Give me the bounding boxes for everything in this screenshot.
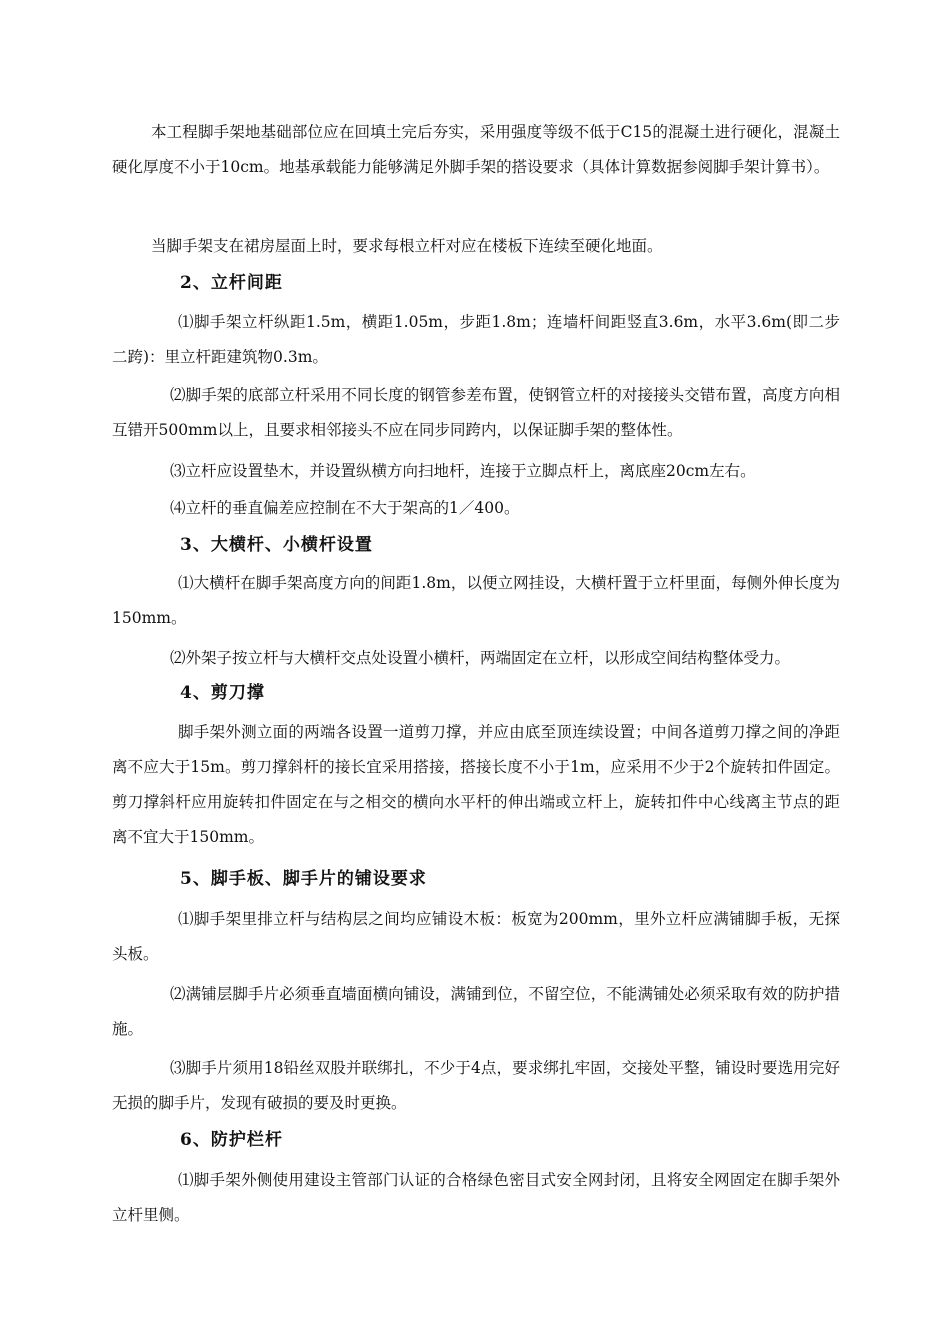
paragraph-podium-roof: 当脚手架支在裙房屋面上时，要求每根立杆对应在楼板下连续至硬化地面。: [151, 237, 663, 255]
heading-scaffold-boards: 5、脚手板、脚手片的铺设要求: [180, 869, 427, 889]
paragraph-pole-spacing-4: ⑷立杆的垂直偏差应控制在不大于架高的1／400。: [170, 499, 520, 517]
paragraph-boards-1: ⑴脚手架里排立杆与结构层之间均应铺设木板：板宽为200mm，里外立杆应满铺脚手板，无探头板。: [112, 910, 840, 963]
paragraph-ledger-1: ⑴大横杆在脚手架高度方向的间距1.8m，以便立网挂设，大横杆置于立杆里面，每侧外伸长度为150mm。: [112, 574, 840, 627]
paragraph-boards-3: ⑶脚手片须用18铅丝双股并联绑扎，不少于4点，要求绑扎牢固，交接处平整，铺设时要选用完好无损的脚手片，发现有破损的要及时更换。: [112, 1059, 840, 1112]
paragraph-cross-bracing: 脚手架外测立面的两端各设置一道剪刀撑，并应由底至顶连续设置；中间各道剪刀撑之间的净距离不应大于15m。剪刀撑斜杆的接长宜采用搭接，搭接长度不小于1m，应采用不少于2个旋转扣件固定。剪刀撑斜杆应用旋转扣件固定在与之相交的横向水平杆的伸出端或立杆上，旋转扣件中心线离主节点的距离不宜大于150mm。: [112, 723, 840, 846]
paragraph-boards-2: ⑵满铺层脚手片必须垂直墙面横向铺设，满铺到位，不留空位，不能满铺处必须采取有效的防护措施。: [112, 985, 840, 1038]
heading-guardrails: 6、防护栏杆: [180, 1130, 283, 1150]
heading-pole-spacing: 2、立杆间距: [180, 273, 283, 293]
paragraph-pole-spacing-1: ⑴脚手架立杆纵距1.5m，横距1.05m，步距1.8m；连墙杆间距竖直3.6m，水平3.6m(即二步二跨)：里立杆距建筑物0.3m。: [112, 313, 840, 366]
heading-ledgers-transoms: 3、大横杆、小横杆设置: [180, 535, 373, 555]
paragraph-guardrails-1: ⑴脚手架外侧使用建设主管部门认证的合格绿色密目式安全网封闭，且将安全网固定在脚手架外立杆里侧。: [112, 1171, 840, 1224]
paragraph-pole-spacing-2: ⑵脚手架的底部立杆采用不同长度的钢管参差布置，使钢管立杆的对接接头交错布置，高度方向相互错开500mm以上，且要求相邻接头不应在同步同跨内，以保证脚手架的整体性。: [112, 386, 840, 439]
paragraph-pole-spacing-3: ⑶立杆应设置垫木，并设置纵横方向扫地杆，连接于立脚点杆上，离底座20cm左右。: [170, 462, 756, 480]
paragraph-foundation: 本工程脚手架地基础部位应在回填土完后夯实，采用强度等级不低于C15的混凝土进行硬化，混凝土硬化厚度不小于10cm。地基承载能力能够满足外脚手架的搭设要求（具体计算数据参阅脚手架计算书）。: [112, 123, 840, 176]
heading-cross-bracing: 4、剪刀撑: [180, 683, 265, 703]
paragraph-ledger-2: ⑵外架子按立杆与大横杆交点处设置小横杆，两端固定在立杆，以形成空间结构整体受力。: [170, 649, 791, 667]
